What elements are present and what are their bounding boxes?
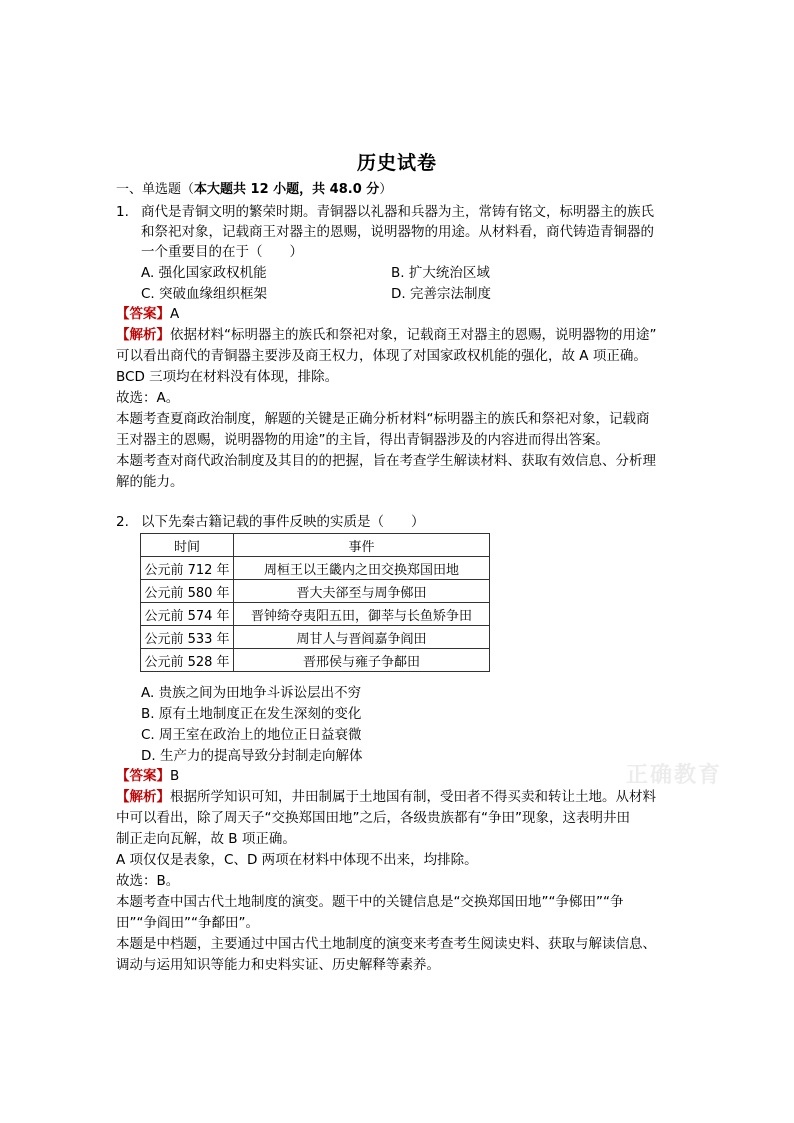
section-info: 本大题共 12 小题，共 48.0 分	[194, 182, 380, 197]
q1-answer	[116, 304, 179, 324]
q1-stem-line: 一个重要目的在于（ ）	[141, 244, 303, 260]
q1-option-c: C. 突破血缘组织框架	[141, 286, 268, 302]
q1-analysis-line: BCD 三项均在材料没有体现，排除。	[116, 369, 339, 385]
q2-analysis-line: 中可以看出，除了周天子“交换郑国田地”之后，各级贵族都有“争田”现象，这表明井田	[116, 810, 630, 826]
table-header-row	[141, 534, 490, 557]
q1-number: 1.	[116, 204, 129, 220]
q1-analysis-line: 本题考查夏商政治制度，解题的关键是正确分析材料“标明器主的族氏和祭祀对象，记载商	[116, 411, 650, 427]
table-cell-time: 公元前 528 年	[141, 649, 234, 672]
section-suffix: ）	[379, 182, 393, 197]
analysis-text: 依据材料“标明器主的族氏和祭祀对象，记载商王对器主的恩赐，说明器物的用途”	[170, 327, 657, 343]
table-cell-event: 晋邢侯与雍子争鄐田	[234, 649, 490, 672]
q2-analysis-line: A 项仅仅是表象，C、D 两项在材料中体现不出来，均排除。	[116, 852, 478, 868]
q2-option-b: B. 原有土地制度正在发生深刻的变化	[141, 706, 362, 722]
table-row	[141, 557, 490, 580]
answer-value: B	[170, 768, 180, 784]
q1-analysis-line	[116, 325, 657, 345]
table-row	[141, 649, 490, 672]
table-cell-event: 晋钟绮夺夷阳五田，御莘与长鱼矫争田	[234, 603, 490, 626]
q2-answer	[116, 766, 179, 786]
q2-stem: 以下先秦古籍记载的事件反映的实质是（ ）	[141, 514, 425, 530]
events-table	[140, 533, 490, 672]
table-row	[141, 603, 490, 626]
q2-analysis-line	[116, 787, 656, 807]
q1-stem-line: 商代是青铜文明的繁荣时期。青铜器以礼器和兵器为主，常铸有铭文，标明器主的族氏	[141, 204, 654, 220]
table-header-cell: 时间	[141, 534, 234, 557]
section-header	[116, 180, 392, 200]
table-row	[141, 626, 490, 649]
q2-number: 2.	[116, 514, 129, 530]
table-cell-time: 公元前 574 年	[141, 603, 234, 626]
q1-stem-line: 和祭祀对象，记载商王对器主的恩赐，说明器物的用途。从材料看，商代铸造青铜器的	[141, 224, 654, 240]
q2-analysis-line: 制正走向瓦解，故 B 项正确。	[116, 831, 296, 847]
q2-analysis-line: 调动与运用知识等能力和史料实证、历史解释等素养。	[116, 957, 440, 973]
table-cell-event: 周甘人与晋阎嘉争阎田	[234, 626, 490, 649]
answer-value: A	[170, 306, 180, 322]
answer-tag: 【答案】	[116, 306, 170, 322]
watermark: 正确教育	[626, 763, 723, 788]
section-prefix: 一、单选题（	[116, 182, 195, 197]
analysis-text: 根据所学知识可知，井田制属于土地国有制，受田者不得买卖和转让土地。从材料	[170, 789, 656, 805]
q2-analysis-line: 田”“争阎田”“争鄐田”。	[116, 915, 259, 931]
table-cell-time: 公元前 533 年	[141, 626, 234, 649]
table-cell-time: 公元前 712 年	[141, 557, 234, 580]
q2-option-d: D. 生产力的提高导致分封制走向解体	[141, 748, 363, 764]
q2-option-a: A. 贵族之间为田地争斗诉讼层出不穷	[141, 685, 362, 701]
page-title: 历史试卷	[356, 152, 437, 174]
table-header-cell: 事件	[234, 534, 490, 557]
analysis-tag: 【解析】	[116, 327, 170, 343]
q1-analysis-line: 王对器主的恩赐，说明器物的用途”的主旨，得出青铜器涉及的内容进而得出答案。	[116, 432, 609, 448]
q2-analysis-line: 故选：B。	[116, 873, 180, 889]
q1-analysis-line: 可以看出商代的青铜器主要涉及商王权力，体现了对国家政权机能的强化，故 A 项正确。	[116, 348, 647, 364]
q2-option-c: C. 周王室在政治上的地位正日益衰微	[141, 727, 362, 743]
q2-analysis-line: 本题是中档题，主要通过中国古代土地制度的演变来考查考生阅读史料、获取与解读信息、	[116, 936, 656, 952]
answer-tag: 【答案】	[116, 768, 170, 784]
q2-analysis-line: 本题考查中国古代土地制度的演变。题干中的关键信息是“交换郑国田地”“争鄇田”“争	[116, 894, 624, 910]
table-cell-event: 晋大夫郤至与周争鄇田	[234, 580, 490, 603]
q1-analysis-line: 故选：A。	[116, 390, 180, 406]
q1-option-b: B. 扩大统治区域	[391, 265, 490, 281]
q1-analysis-line: 解的能力。	[116, 474, 184, 490]
q1-analysis-line: 本题考查对商代政治制度及其目的的把握，旨在考查学生解读材料、获取有效信息、分析理	[116, 453, 656, 469]
table-row	[141, 580, 490, 603]
table-cell-time: 公元前 580 年	[141, 580, 234, 603]
table-cell-event: 周桓王以王畿内之田交换郑国田地	[234, 557, 490, 580]
q1-option-d: D. 完善宗法制度	[391, 286, 491, 302]
analysis-tag: 【解析】	[116, 789, 170, 805]
q1-option-a: A. 强化国家政权机能	[141, 265, 267, 281]
